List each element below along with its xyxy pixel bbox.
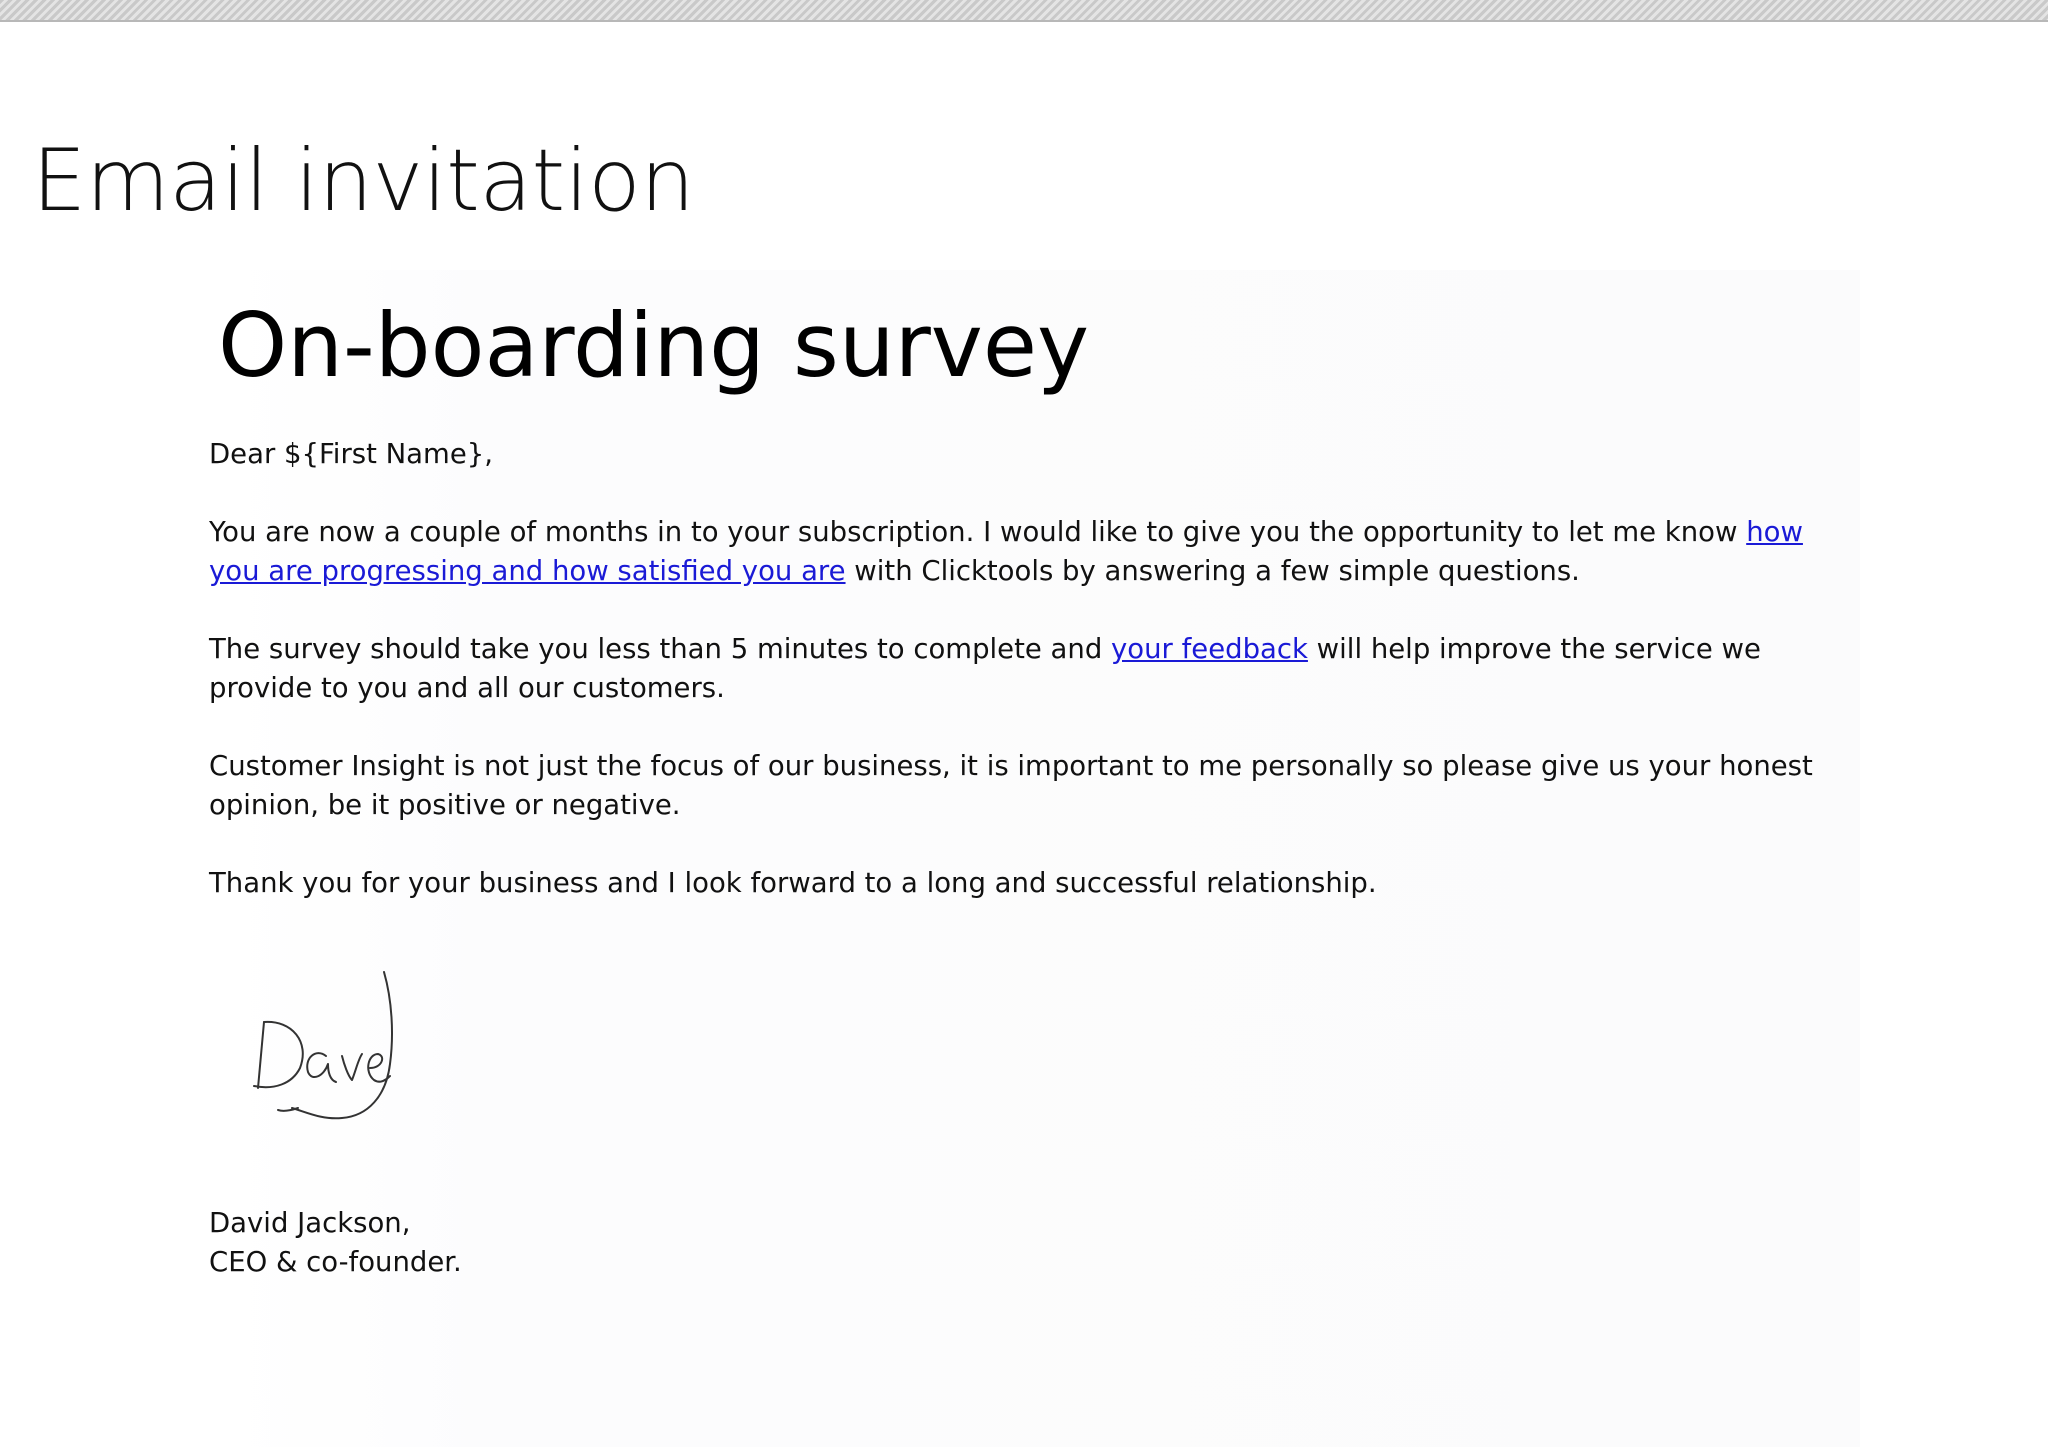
sender-name: David Jackson, — [209, 1207, 411, 1239]
handwritten-signature — [240, 960, 430, 1150]
survey-heading: On-boarding survey — [218, 294, 1090, 397]
paragraph-thank-you: Thank you for your business and I look forward to a long and successful relationship. — [209, 867, 1377, 899]
top-decorative-band — [0, 0, 2048, 22]
paragraph-survey-time-text-end: will help improve the service we provide to you and all our customers. — [209, 633, 1761, 704]
paragraph-subscription-text-end: with Clicktools by answering a few simple questions. — [845, 555, 1580, 587]
progress-satisfaction-link[interactable]: how you are progressing and how satisfied you are — [209, 516, 1803, 587]
paragraph-subscription — [209, 513, 1849, 591]
slide-title: Email invitation — [32, 131, 695, 231]
paragraph-survey-time — [209, 630, 1849, 708]
sender-title: CEO & co-founder. — [209, 1246, 462, 1278]
paragraph-customer-insight: Customer Insight is not just the focus of our business, it is important to me personally so please give us your honest opinion, be it positive or negative. — [209, 750, 1813, 821]
paragraph-subscription-text-start: You are now a couple of months in to your subscription. I would like to give you the opportunity to let me know — [209, 516, 1747, 548]
feedback-link[interactable]: your feedback — [1111, 633, 1308, 665]
email-body — [209, 435, 1849, 942]
greeting: Dear ${First Name}, — [209, 438, 493, 470]
paragraph-survey-time-text-start: The survey should take you less than 5 minutes to complete and — [209, 633, 1112, 665]
sign-off-block — [209, 1204, 462, 1282]
